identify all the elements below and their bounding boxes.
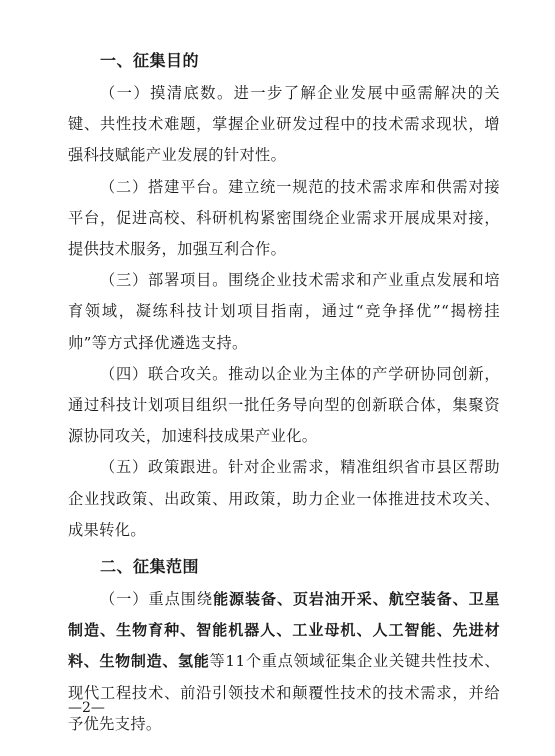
document-page: [68, 40, 500, 740]
scope-field-separator: 、: [372, 590, 389, 609]
paragraph-joint-research: （四）联合攻关。推动以企业为主体的产学研协同创新，通过科技计划项目组织一批任务导向型的创新联合体，集聚资源协同攻关，加速科技成果产业化。: [68, 364, 500, 446]
scope-connector: 等: [209, 652, 226, 671]
paragraph-platform: （二）搭建平台。建立统一规范的技术需求库和供需对接平台，促进高校、科研机构紧密围绕企业需求开展成果对接，提供技术服务，加强互利合作。: [68, 177, 500, 259]
scope-field-separator: 、: [356, 621, 373, 640]
scope-field: 工业母机: [292, 621, 357, 640]
paragraph-survey: （一）摸清底数。进一步了解企业发展中亟需解决的关键、共性技术难题，掌握企业研发过程中的技术需求现状，增强科技赋能产业发展的针对性。: [68, 84, 500, 165]
scope-field: 能源装备: [213, 590, 277, 609]
scope-field-separator: 、: [83, 652, 100, 671]
scope-field: 页岩油开采: [292, 590, 373, 609]
paragraph-scope: [68, 584, 500, 740]
paragraph-policy: （五）政策跟进。针对企业需求，精准组织省市县区帮助企业找政策、出政策、用政策，助力企业一体推进技术攻关、成果转化。: [68, 458, 500, 539]
scope-field-separator: 、: [276, 590, 293, 609]
scope-field: 氢能: [178, 652, 210, 671]
section-heading-scope: 二、征集范围: [100, 557, 200, 577]
scope-field: 先进材料: [68, 621, 501, 671]
page-number: —2—: [68, 700, 105, 716]
scope-field-separator: 、: [162, 652, 179, 671]
scope-field: 智能机器人: [196, 621, 277, 640]
scope-field: 生物育种: [116, 621, 181, 640]
scope-suffix: 11个重点领域征集企业关键共性技术、现代工程技术、前沿引领技术和颠覆性技术的技术需求，并给予优先支持。: [68, 652, 500, 733]
scope-field-separator: 、: [452, 590, 469, 609]
scope-field-separator: 、: [436, 621, 453, 640]
scope-field-separator: 、: [100, 621, 117, 640]
scope-field: 人工智能: [372, 621, 437, 640]
scope-field-separator: 、: [180, 621, 197, 640]
scope-field: 生物制造: [99, 652, 163, 671]
paragraph-projects: （三）部署项目。围绕企业技术需求和产业重点发展和培育领域，凝练科技计划项目指南，通过“竞争择优”“揭榜挂帅”等方式择优遴选支持。: [68, 271, 500, 352]
scope-prefix: （一）重点围绕: [100, 590, 214, 609]
scope-field: 航空装备: [388, 590, 453, 609]
scope-field-separator: 、: [276, 621, 293, 640]
section-heading-purpose: 一、征集目的: [100, 51, 200, 70]
scope-field: 卫星制造: [68, 590, 500, 640]
